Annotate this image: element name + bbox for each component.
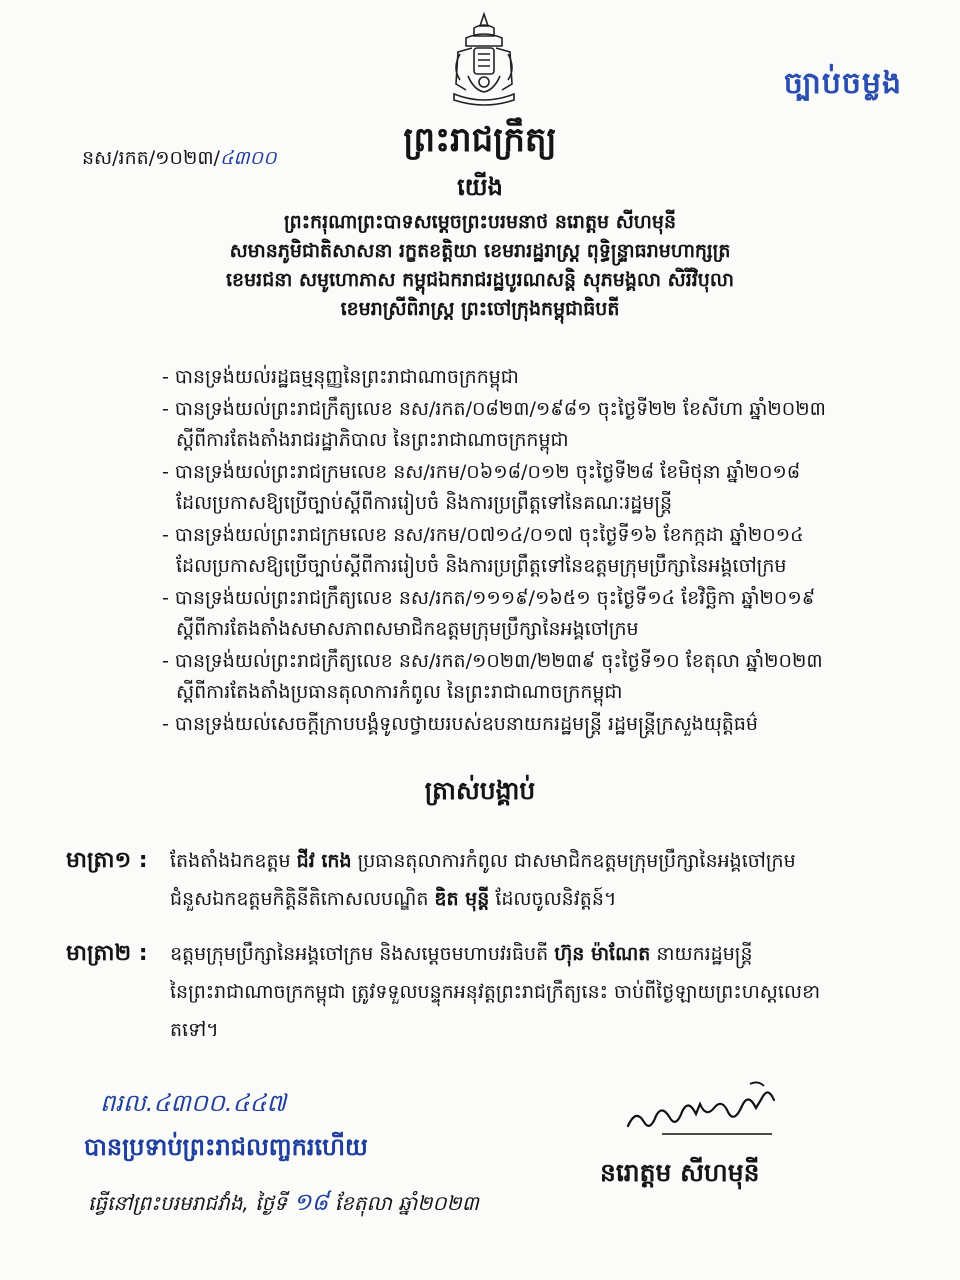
article-2: [66, 935, 916, 1049]
reference-line-continued: ដែលប្រកាសឱ្យប្រើច្បាប់ស្តីពីការរៀបចំ និងការប្រព្រឹត្តទៅនៃគណៈរដ្ឋមន្ត្រី: [176, 492, 673, 514]
reference-item: [162, 709, 902, 741]
decree-number-handwritten: ៤៣០០: [219, 147, 277, 169]
reference-line: - បានទ្រង់យល់សេចក្តីក្រាបបង្គំទូលថ្វាយរបស់ឧបនាយករដ្ឋមន្ត្រី រដ្ឋមន្ត្រីក្រសួងយុត្តិធម៌: [162, 712, 758, 735]
document-title: ព្រះរាជក្រឹត្យ: [403, 120, 557, 160]
order-heading: ត្រាស់បង្គាប់: [424, 776, 536, 805]
article-body: [170, 842, 916, 918]
article-line: [170, 842, 916, 880]
article-line: នៃព្រះរាជាណាចក្រកម្ពុជា ត្រូវទទួលបន្ទុកអនុវត្តព្រះរាជក្រឹត្យនេះ ចាប់ពីថ្ងៃឡាយព្រះហស្តលេខា: [170, 981, 821, 1003]
reference-item: [162, 520, 902, 583]
reference-line: - បានទ្រង់យល់ព្រះរាជក្រមលេខ នស/រកម/០៦១៨/០១២ ចុះថ្ងៃទី២៨ ខែមិថុនា ឆ្នាំ២០១៨: [162, 460, 801, 483]
article-label: មាត្រា១ :: [66, 848, 148, 873]
article-text: នាយករដ្ឋមន្ត្រី: [656, 943, 753, 965]
reference-item: [162, 362, 902, 394]
reference-item: [162, 394, 902, 457]
retiree-name: ឌិត មុន្តី: [434, 888, 490, 910]
article-1: [66, 842, 916, 918]
royal-title-line: ខេមរជនា សមូហោភាស កម្ពុជឯករាជរដ្ឋបូរណសន្តិ សុភមង្គលា សិរីវិបុលា: [226, 269, 734, 291]
decree-number-prefix: នស/រកត/១០២៣/: [82, 147, 220, 169]
reference-item: [162, 583, 902, 646]
place-and-date: [88, 1187, 479, 1222]
royal-title-line: ខេមរាស្រីពិរាស្ត្រ ព្រះចៅក្រុងកម្ពុជាធិបតី: [340, 298, 620, 320]
promulgation-note: បានប្រទាប់ព្រះរាជលញ្ចករហើយ: [84, 1133, 368, 1161]
reference-line: - បានទ្រង់យល់ព្រះរាជក្រឹត្យលេខ នស/រកត/១០២៣/២២៣៩ ចុះថ្ងៃទី១០ ខែតុលា ឆ្នាំ២០២៣: [162, 649, 823, 672]
article-text: ប្រធានតុលាការកំពូល ជាសមាជិកឧត្តមក្រុមប្រឹក្សានៃអង្គចៅក្រម: [357, 850, 796, 872]
article-line: [170, 935, 916, 973]
reference-line: - បានទ្រង់យល់រដ្ឋធម្មនុញ្ញនៃព្រះរាជាណាចក្រកម្ពុជា: [162, 366, 519, 388]
we-heading: យើង: [457, 173, 503, 201]
signer-name: នរោត្តម សីហមុនី: [600, 1158, 760, 1187]
place-date-prefix: ធ្វើនៅព្រះបរមរាជវាំង, ថ្ងៃទី: [88, 1191, 287, 1215]
royal-coat-of-arms-emblem: [444, 10, 524, 112]
article-body: [170, 935, 916, 1049]
article-label: មាត្រា២ :: [66, 941, 148, 966]
appointee-name: ជីវ កេង: [296, 850, 352, 872]
certified-copy-stamp: ច្បាប់ចម្លង: [783, 66, 902, 101]
royal-title-line: ព្រះករុណាព្រះបាទសម្តេចព្រះបរមនាថ នរោត្តម សីហមុនី: [283, 211, 677, 233]
handwritten-registration-number: ពរល.៤៣០០.៤៤៧: [100, 1089, 287, 1117]
royal-signature: [622, 1078, 792, 1138]
prime-minister-name: ហ៊ុន ម៉ាណែត: [554, 943, 651, 965]
reference-line-continued: ដែលប្រកាសឱ្យប្រើច្បាប់ស្តីពីការរៀបចំ និងការប្រព្រឹត្តទៅនៃឧត្តមក្រុមប្រឹក្សានៃអង្គចៅក្រម: [176, 555, 787, 577]
reference-line: - បានទ្រង់យល់ព្រះរាជក្រមលេខ នស/រកម/០៧១៤/០១៧ ចុះថ្ងៃទី១៦ ខែកក្កដា ឆ្នាំ២០១៤: [162, 523, 804, 546]
handwritten-day: ១៨: [293, 1188, 329, 1216]
reference-line: - បានទ្រង់យល់ព្រះរាជក្រឹត្យលេខ នស/រកត/១១១៩/១៦៥១ ចុះថ្ងៃទី១៤ ខែវិច្ឆិកា ឆ្នាំ២០១៩: [162, 586, 816, 609]
article-line: [170, 880, 916, 918]
legal-references: [162, 362, 902, 740]
royal-title-line: សមានភូមិជាតិសាសនា រក្ខតខត្តិយា ខេមរារដ្ឋរាស្ត្រ ពុទ្ធិន្ទ្រាធរាមហាក្សត្រ: [229, 240, 731, 262]
reference-item: [162, 646, 902, 709]
reference-line: - បានទ្រង់យល់ព្រះរាជក្រឹត្យលេខ នស/រកត/០៨២៣/១៩៨១ ចុះថ្ងៃទី២២ ខែសីហា ឆ្នាំ២០២៣: [162, 397, 826, 420]
reference-line-continued: ស្តីពីការតែងតាំងសមាសភាពសមាជិកឧត្តមក្រុមប្រឹក្សានៃអង្គចៅក្រម: [176, 618, 639, 640]
article-text: ឧត្តមក្រុមប្រឹក្សានៃអង្គចៅក្រម និងសម្តេចមហាបវរធិបតី: [170, 943, 549, 965]
article-text: ជំនួសឯកឧត្តមកិត្តិនីតិកោសលបណ្ឌិត: [170, 888, 429, 910]
reference-item: [162, 457, 902, 520]
reference-line-continued: ស្តីពីការតែងតាំងរាជរដ្ឋាភិបាល នៃព្រះរាជាណាចក្រកម្ពុជា: [176, 429, 569, 451]
article-text: តែងតាំងឯកឧត្តម: [170, 850, 291, 872]
article-line: តទៅ។: [170, 1019, 219, 1041]
royal-titles: [0, 208, 960, 324]
article-text: ដែលចូលនិវត្តន៍។: [495, 888, 617, 910]
reference-line-continued: ស្តីពីការតែងតាំងប្រធានតុលាការកំពូល នៃព្រះរាជាណាចក្រកម្ពុជា: [176, 681, 623, 703]
place-date-suffix: ខែតុលា ឆ្នាំ២០២៣: [334, 1191, 479, 1215]
